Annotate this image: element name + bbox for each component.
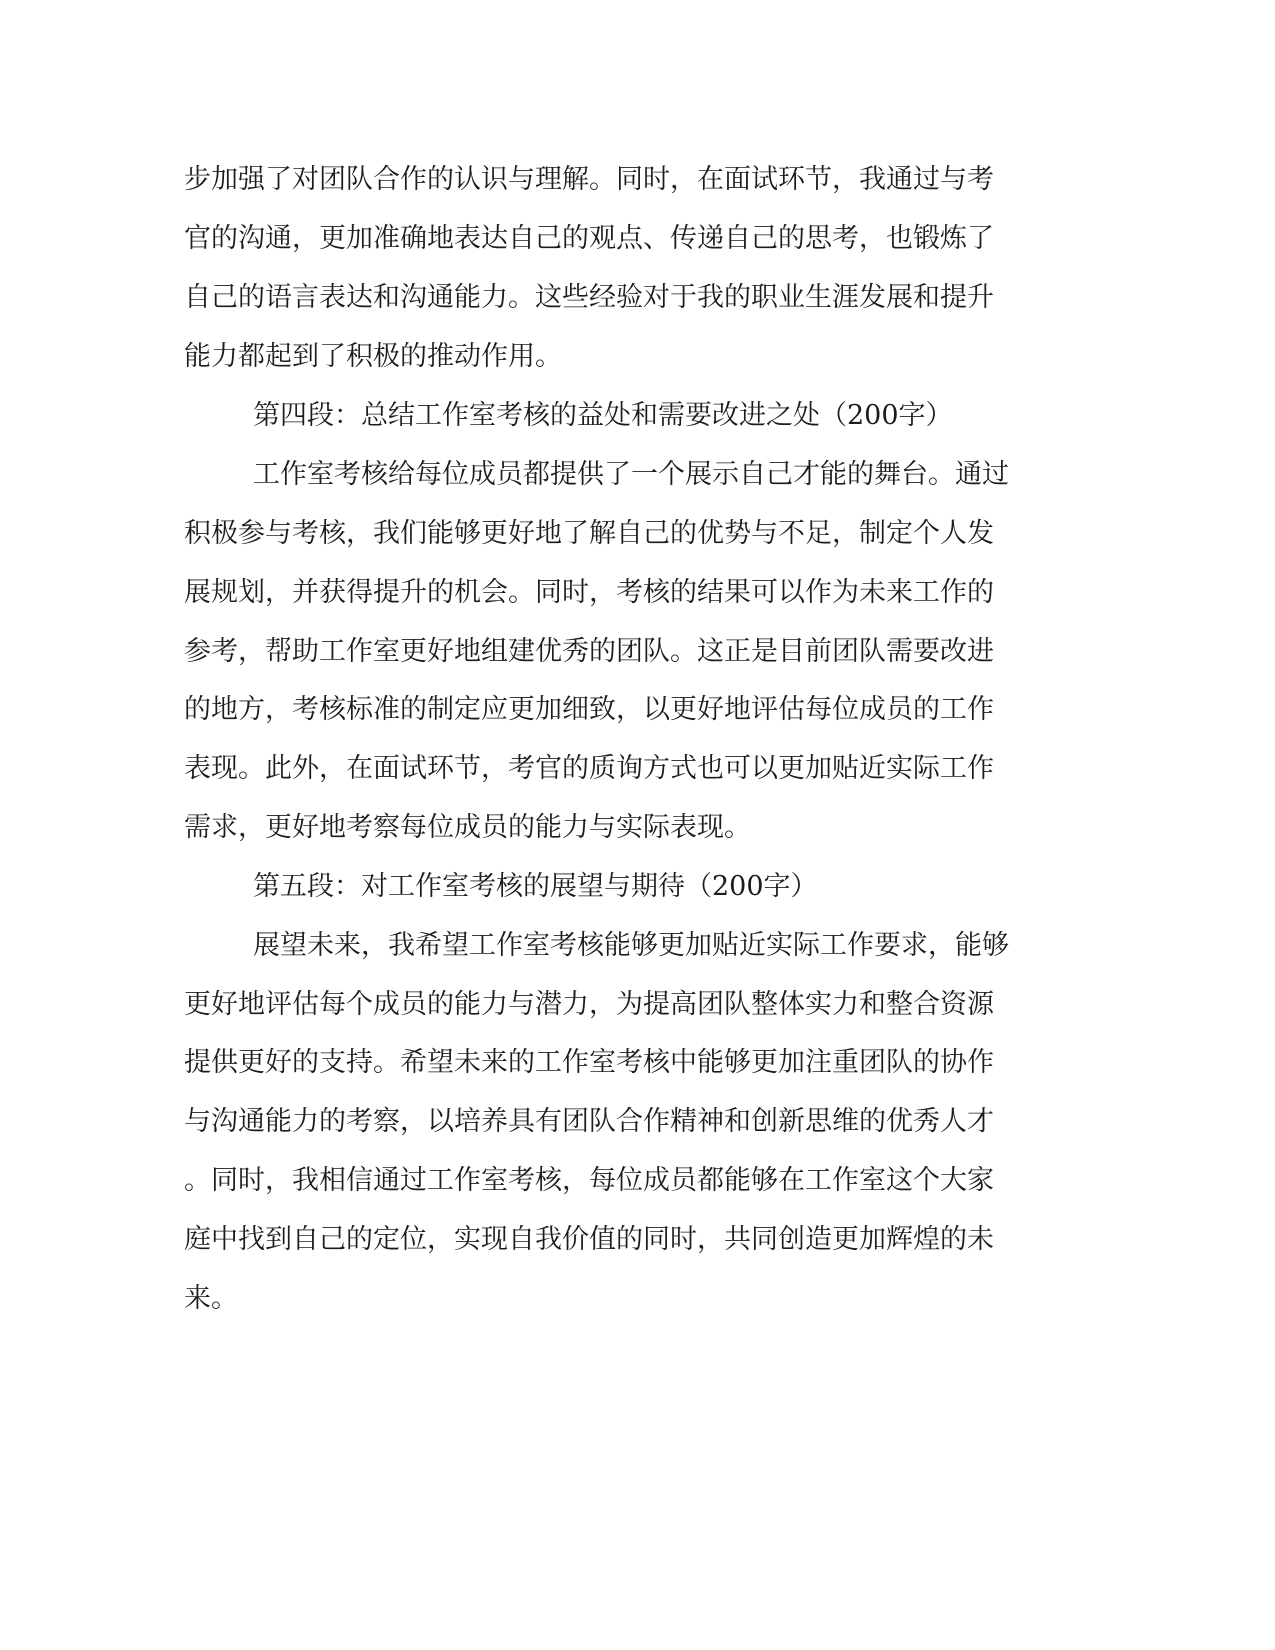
paragraph-5-line-7: 来。	[184, 1283, 238, 1314]
paragraph-5-line-4: 与沟通能力的考察，以培养具有团队合作精神和创新思维的优秀人才	[184, 1106, 994, 1137]
paragraph-4-line-5: 的地方，考核标准的制定应更加细致，以更好地评估每位成员的工作	[184, 694, 994, 725]
paragraph-4-line-4: 参考，帮助工作室更好地组建优秀的团队。这正是目前团队需要改进	[184, 636, 994, 667]
paragraph-4-line-2: 积极参与考核，我们能够更好地了解自己的优势与不足，制定个人发	[184, 518, 994, 549]
paragraph-4-line-6: 表现。此外，在面试环节，考官的质询方式也可以更加贴近实际工作	[184, 753, 994, 784]
paragraph-3-line-1: 步加强了对团队合作的认识与理解。同时，在面试环节，我通过与考	[184, 164, 994, 195]
paragraph-4-line-7: 需求，更好地考察每位成员的能力与实际表现。	[184, 812, 751, 843]
paragraph-5-line-6: 庭中找到自己的定位，实现自我价值的同时，共同创造更加辉煌的未	[184, 1224, 994, 1255]
paragraph-3-line-4: 能力都起到了积极的推动作用。	[184, 341, 562, 372]
paragraph-5-line-3: 提供更好的支持。希望未来的工作室考核中能够更加注重团队的协作	[184, 1047, 994, 1078]
paragraph-5-line-2: 更好地评估每个成员的能力与潜力，为提高团队整体实力和整合资源	[184, 989, 994, 1020]
paragraph-3-line-2: 官的沟通，更加准确地表达自己的观点、传递自己的思考，也锻炼了	[184, 223, 994, 254]
paragraph-3-line-3: 自己的语言表达和沟通能力。这些经验对于我的职业生涯发展和提升	[184, 282, 994, 313]
section-4-heading: 第四段：总结工作室考核的益处和需要改进之处（200字）	[253, 400, 953, 431]
paragraph-4-line-3: 展规划，并获得提升的机会。同时，考核的结果可以作为未来工作的	[184, 577, 994, 608]
paragraph-4-line-1: 工作室考核给每位成员都提供了一个展示自己才能的舞台。通过	[253, 459, 1009, 490]
paragraph-5-line-1: 展望未来，我希望工作室考核能够更加贴近实际工作要求，能够	[253, 930, 1009, 961]
section-5-heading: 第五段：对工作室考核的展望与期待（200字）	[253, 871, 818, 902]
paragraph-5-line-5: 。同时，我相信通过工作室考核，每位成员都能够在工作室这个大家	[184, 1165, 994, 1196]
